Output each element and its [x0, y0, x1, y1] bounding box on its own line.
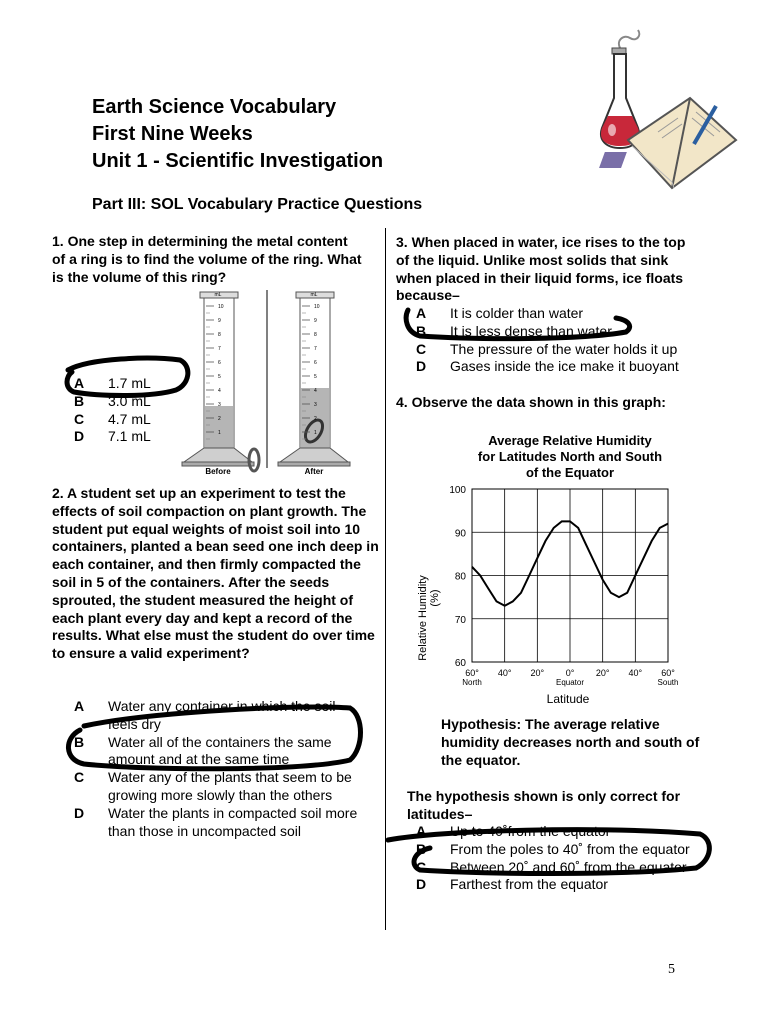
cylinder-tick-label: 5	[314, 374, 317, 380]
chart-title-line-1: Average Relative Humidity	[488, 433, 652, 448]
before-label: Before	[205, 467, 231, 476]
x-tick-label: 60°	[465, 668, 479, 678]
y-tick-label: 60	[454, 658, 466, 669]
page-number: 5	[668, 962, 675, 977]
cylinder-tick-label: 2	[314, 416, 317, 422]
y-tick-label: 90	[454, 528, 466, 540]
x-tick-label: 20°	[530, 668, 545, 678]
x-axis-label: Latitude	[546, 692, 590, 706]
q2-option-b[interactable]: B Water all of the containers the same amount and at the same time	[74, 733, 332, 768]
x-tick-label: 20°	[595, 668, 610, 678]
cylinder-tick-label: 3	[314, 402, 317, 408]
cylinder-tick-label: 1	[218, 430, 221, 436]
q1-answer-circle	[67, 358, 188, 395]
q2-option-a[interactable]: A Water any container in which the soil feels dry	[74, 698, 336, 732]
q4-option-a[interactable]: A Up to 40˚from the equator	[416, 823, 611, 839]
q3-option-b[interactable]: B It is less dense than water	[416, 322, 612, 339]
cylinder-tick-label: 6	[314, 360, 317, 366]
cylinder-tick-label: 9	[218, 318, 221, 324]
question-2-text: 2. A student set up an experiment to test the effects of soil compaction on plant growth. The student put equal weights of moist soil into 10 containers, planted a bean seed one inch deep in each container, and then firmly compacted the soil in 5 of the containers. After the seeds sprouted, the student measured the height of each plant every day and kept a record of the results. What else must the student do over time to ensure a valid experiment?	[52, 485, 379, 662]
chart-title-line-3: of the Equator	[525, 465, 615, 480]
cylinder-tick-label: 2	[218, 416, 221, 422]
question-4-text: 4. Observe the data shown in this graph:	[396, 394, 666, 410]
x-tick-label: 40°	[628, 668, 643, 678]
q2-option-c[interactable]: C Water any of the plants that seem to be growing more slowly than the others	[74, 769, 352, 803]
cylinder-tick-label: 3	[218, 402, 221, 408]
q1-option-d[interactable]: D 7.1 mL	[74, 428, 151, 445]
cylinder-tick-label: 9	[314, 318, 317, 324]
x-tick-sublabel: South	[657, 678, 679, 687]
part-heading: Part III: SOL Vocabulary Practice Questions	[92, 196, 423, 213]
q3-answer-circle	[406, 310, 629, 339]
question-1-text: 1. One step in determining the metal content of a ring is to find the volume of the ring. What is the volume of this ring?	[52, 233, 362, 285]
cylinder-tick-label: 7	[314, 346, 317, 352]
y-axis-label: Relative Humidity	[417, 575, 429, 661]
cylinder-tick-label: 7	[218, 346, 221, 352]
cylinder-tick-label: 8	[314, 332, 317, 338]
cylinder-tick-label: 5	[218, 374, 221, 380]
chart-title-line-2: for Latitudes North and South	[477, 449, 663, 464]
title-line-3: Unit 1 - Scientific Investigation	[92, 150, 384, 172]
x-tick-label: 0°	[565, 668, 575, 678]
cylinder-unit-after: mL	[310, 292, 318, 298]
q4-option-b[interactable]: B From the poles to 40˚ from the equator	[416, 840, 690, 857]
cylinder-unit-before: mL	[214, 292, 222, 298]
cylinder-tick-label: 10	[314, 304, 320, 310]
question-3-text: 3. When placed in water, ice rises to the top of the liquid. Unlike most solids that sink when placed in their liquid forms, ice floats because–	[396, 234, 686, 304]
title-line-2: First Nine Weeks	[92, 123, 253, 145]
q4-option-c[interactable]: C Between 20˚ and 60˚ from the equator	[416, 858, 687, 875]
q3-option-a[interactable]: A It is colder than water	[416, 305, 584, 321]
q1-option-b[interactable]: B 3.0 mL	[74, 392, 151, 409]
y-tick-label: 100	[449, 485, 466, 496]
q3-option-d[interactable]: D Gases inside the ice make it buoyant	[416, 358, 679, 375]
cylinder-tick-label: 4	[314, 388, 317, 394]
title-line-1: Earth Science Vocabulary	[92, 96, 337, 118]
q4-answer-circle	[388, 830, 709, 874]
q1-option-a[interactable]: A 1.7 mL	[74, 375, 151, 391]
after-label: After	[304, 467, 324, 476]
q1-option-c[interactable]: C 4.7 mL	[74, 410, 151, 427]
q3-option-c[interactable]: C The pressure of the water holds it up	[416, 340, 678, 357]
q4-option-d[interactable]: D Farthest from the equator	[416, 876, 608, 893]
q2-option-d[interactable]: D Water the plants in compacted soil more than those in uncompacted soil	[74, 804, 358, 839]
y-tick-label: 80	[454, 571, 466, 583]
x-tick-label: 60°	[661, 668, 675, 678]
q2-answer-circle	[68, 707, 360, 769]
hypothesis-text: Hypothesis: The average relative humidity decreases north and south of the equator.	[441, 716, 700, 768]
cylinder-tick-label: 1	[314, 430, 317, 436]
y-axis-unit: (%)	[429, 589, 441, 607]
y-tick-label: 70	[454, 614, 466, 626]
cylinder-tick-label: 6	[218, 360, 221, 366]
x-tick-label: 40°	[497, 668, 512, 678]
cylinder-tick-label: 4	[218, 388, 221, 394]
x-tick-sublabel: Equator	[555, 678, 585, 687]
question-4-prompt: The hypothesis shown is only correct for latitudes–	[407, 788, 681, 822]
x-tick-sublabel: North	[462, 678, 482, 687]
cylinder-tick-label: 10	[218, 304, 224, 310]
cylinder-tick-label: 8	[218, 332, 221, 338]
